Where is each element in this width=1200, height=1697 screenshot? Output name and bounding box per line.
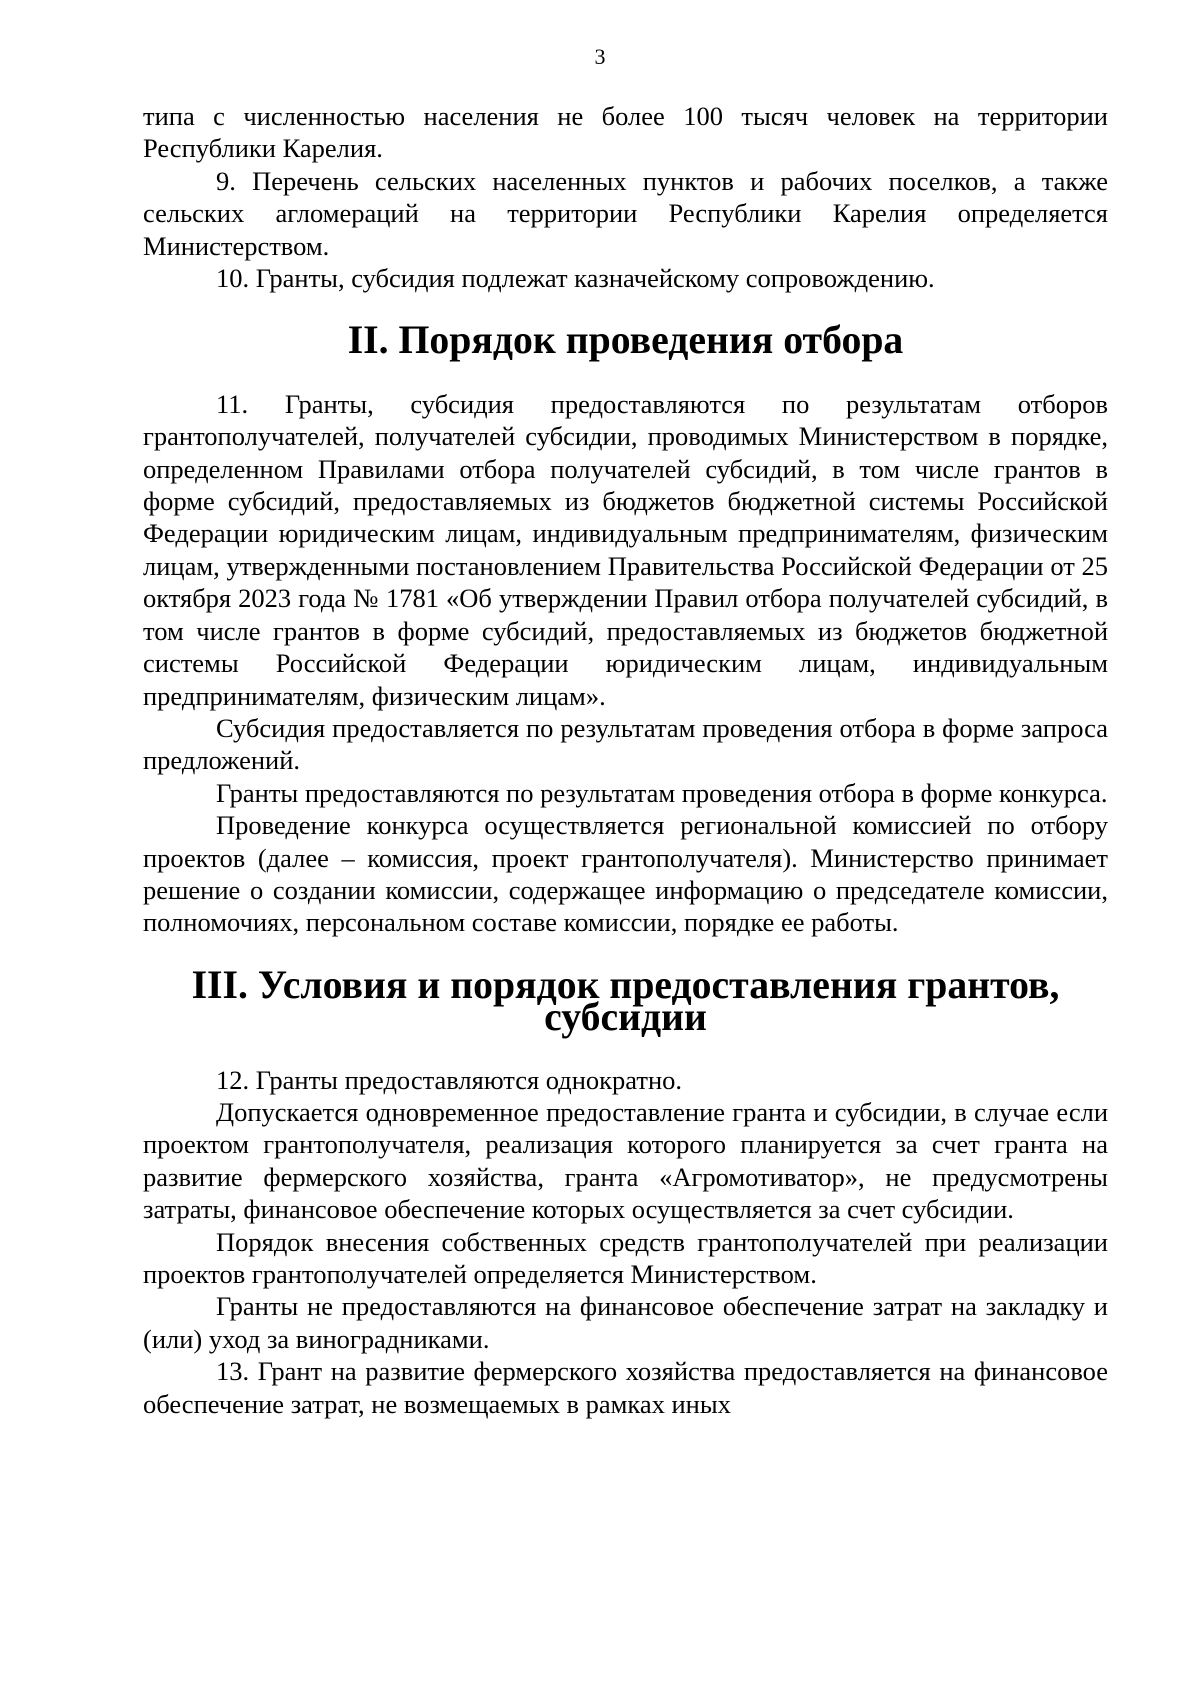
paragraph-continuation: типа с численностью населения не более 100 тысяч человек на территории Республики Карелия. — [143, 101, 1108, 164]
paragraph-12-order: Порядок внесения собственных средств грантополучателей при реализации проектов грантополучателей определяется Министерством. — [143, 1226, 1108, 1289]
section-heading-2: II. Порядок проведения отбора — [347, 318, 904, 363]
paragraph-9: 9. Перечень сельских населенных пунктов и рабочих поселков, а также сельских агломераций на территории Республики Карелия определяется Министерством. — [143, 165, 1108, 261]
paragraph-12-vineyards: Гранты не предоставляются на финансовое обеспечение затрат на закладку и (или) уход за виноградниками. — [143, 1291, 1108, 1354]
paragraph-11-commission: Проведение конкурса осуществляется региональной комиссией по отбору проектов (далее – комиссия, проект грантополучателя). Министерство принимает решение о создании комиссии, содержащее информацию о председателе комиссии, полномочиях, персональном составе комиссии, порядке ее работы. — [143, 810, 1108, 938]
paragraph-11-subsidy: Субсидия предоставляется по результатам проведения отбора в форме запроса предложений. — [143, 712, 1108, 776]
document-body — [143, 100, 1108, 1420]
paragraph-11-grants: Гранты предоставляются по результатам проведения отбора в форме конкурса. — [216, 777, 1108, 808]
paragraph-10: 10. Гранты, субсидия подлежат казначейскому сопровождению. — [216, 263, 935, 294]
section-heading-3: III. Условия и порядок предоставления грантов, субсидии — [191, 962, 1060, 1040]
paragraph-12: 12. Гранты предоставляются однократно. — [216, 1064, 683, 1095]
paragraph-12-allowed: Допускается одновременное предоставление гранта и субсидии, в случае если проектом грантополучателя, реализация которого планируется за счет гранта на развитие фермерского хозяйства, гранта «Агромотиватор», не предусмотрены затраты, финансовое обеспечение которых осуществляется за счет субсидии. — [143, 1096, 1108, 1225]
paragraph-11: 11. Гранты, субсидия предоставляются по результатам отборов грантополучателей, получателей субсидии, проводимых Министерством в порядке, определенном Правилами отбора получателей субсидий, в том числе грантов в форме субсидий, предоставляемых из бюджетов бюджетной системы Российской Федерации юридическим лицам, индивидуальным предпринимателям, физическим лицам, утвержденными постановлением Правительства Российской Федерации от 25 октября 2023 года № 1781 «Об утверждении Правил отбора получателей субсидий, в том числе грантов в форме субсидий, предоставляемых из бюджетов бюджетной системы Российской Федерации юридическим лицам, индивидуальным предпринимателям, физическим лицам». — [143, 388, 1108, 711]
page-number: 3 — [594, 44, 606, 69]
paragraph-13: 13. Грант на развитие фермерского хозяйства предоставляется на финансовое обеспечение затрат, не возмещаемых в рамках иных — [143, 1356, 1108, 1419]
